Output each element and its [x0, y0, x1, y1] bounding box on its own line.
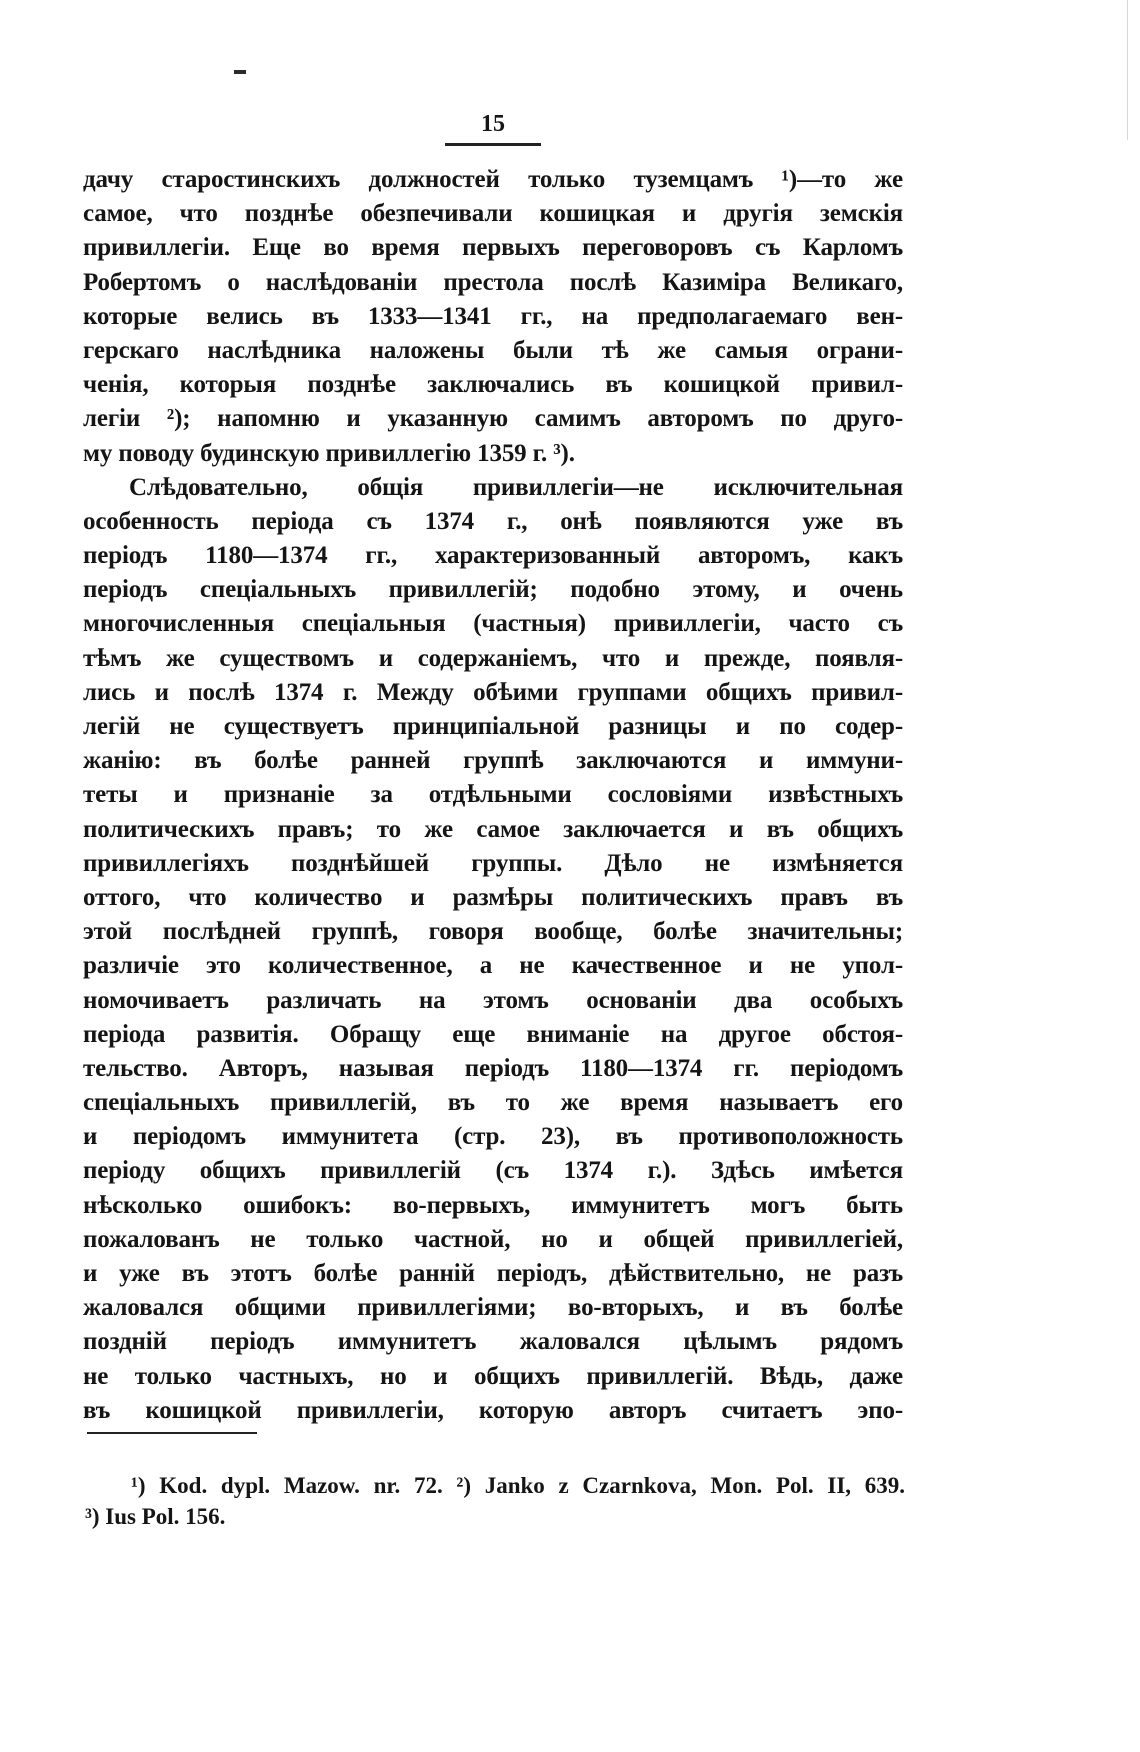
text-line: спеціальныхъ привиллегій, въ то же время называетъ его [83, 1089, 903, 1117]
header-dash-mark [234, 70, 246, 74]
text-line: нѣсколько ошибокъ: во-первыхъ, иммунитетъ могъ быть [83, 1191, 903, 1219]
footnote-separator [87, 1432, 257, 1434]
footnote-line: ¹) Kod. dypl. Mazow. nr. 72. ²) Janko z Czarnkova, Mon. Pol. II, 639. [131, 1473, 905, 1498]
text-line: поздній періодъ иммунитетъ жаловался цѣлымъ рядомъ [83, 1328, 903, 1356]
paragraph-first-line: Слѣдовательно, общія привиллегіи—не исключительная [129, 473, 903, 501]
text-line: періодъ спеціальныхъ привиллегій; подобно этому, и очень [83, 576, 903, 604]
text-line: многочисленныя спеціальныя (частныя) привиллегіи, часто съ [83, 610, 903, 638]
text-line: жаловался общими привиллегіями; во-вторыхъ, и въ болѣе [83, 1294, 903, 1322]
text-line: привиллегіяхъ позднѣйшей группы. Дѣло не измѣняется [83, 849, 903, 877]
text-line: которые велись въ 1333—1341 гг., на предполагаемаго вен- [83, 302, 903, 330]
text-line: лись и послѣ 1374 г. Между обѣими группами общихъ привил- [83, 678, 903, 706]
body-text [83, 163, 903, 1428]
text-line: въ кошицкой привиллегіи, которую авторъ считаетъ эпо- [83, 1396, 903, 1424]
text-line: оттого, что количество и размѣры политическихъ правъ въ [83, 883, 903, 911]
paragraph-last-line: му поводу будинскую привиллегію 1359 г. ³). [83, 439, 575, 467]
text-line: привиллегіи. Еще во время первыхъ переговоровъ съ Карломъ [83, 234, 903, 262]
text-line: легій не существуетъ принципіальной разницы и по содер- [83, 713, 903, 740]
text-line: періодъ 1180—1374 гг., характеризованный авторомъ, какъ [83, 542, 903, 570]
text-line: тѣмъ же существомъ и содержаніемъ, что и прежде, появля- [83, 644, 903, 672]
text-line: герскаго наслѣдника наложены были тѣ же самыя ограни- [83, 336, 903, 364]
text-line: жанію: въ болѣе ранней группѣ заключаются и иммуни- [83, 747, 903, 775]
page-number: 15 [445, 112, 541, 146]
text-line: и періодомъ иммунитета (стр. 23), въ противоположность [83, 1123, 903, 1151]
text-line: номочиваетъ различать на этомъ основаніи два особыхъ [83, 986, 903, 1014]
text-line: различіе это количественное, а не качественное и не упол- [83, 952, 903, 980]
text-line: политическихъ правъ; то же самое заключается и въ общихъ [83, 815, 903, 843]
text-line: этой послѣдней группѣ, говоря вообще, болѣе значительны; [83, 918, 903, 946]
footnote-line: ³) Ius Pol. 156. [85, 1504, 226, 1529]
text-line: періоду общихъ привиллегій (съ 1374 г.). Здѣсь имѣется [83, 1157, 903, 1185]
text-line: Робертомъ о наслѣдованіи престола послѣ Казиміра Великаго, [83, 268, 903, 296]
footnotes [85, 1470, 905, 1532]
text-line: ченія, которыя позднѣе заключались въ кошицкой привил- [83, 371, 903, 399]
text-line: тельство. Авторъ, называя періодъ 1180—1374 гг. періодомъ [83, 1054, 903, 1082]
text-line: легіи ²); напомню и указанную самимъ авторомъ по друго- [83, 405, 903, 433]
scan-edge-line [1127, 0, 1128, 140]
text-line: пожалованъ не только частной, но и общей привиллегіей, [83, 1225, 903, 1253]
text-line: и уже въ этотъ болѣе ранній періодъ, дѣйствительно, не разъ [83, 1260, 903, 1287]
text-line: дачу старостинскихъ должностей только туземцамъ ¹)—то же [83, 166, 903, 193]
text-line: періода развитія. Обращу еще вниманіе на другое обстоя- [83, 1020, 903, 1048]
text-line: самое, что позднѣе обезпечивали кошицкая и другія земскія [83, 200, 903, 228]
text-line: теты и признаніе за отдѣльными сословіями извѣстныхъ [83, 781, 903, 809]
text-line: не только частныхъ, но и общихъ привиллегій. Вѣдь, даже [83, 1362, 903, 1390]
text-line: особенность періода съ 1374 г., онѣ появляются уже въ [83, 507, 903, 535]
